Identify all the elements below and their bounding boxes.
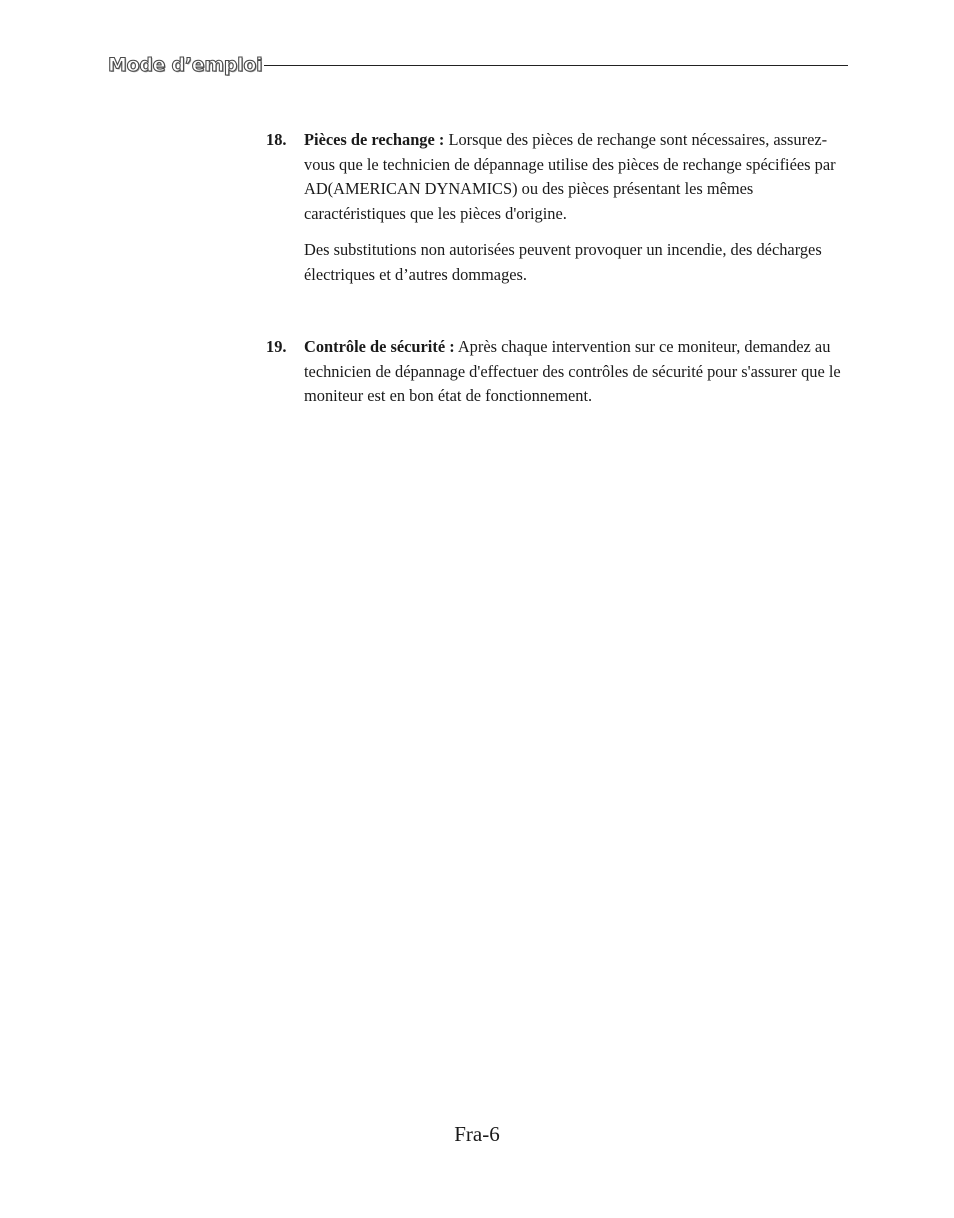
item-paragraph <box>304 335 846 409</box>
item-number: 18. <box>266 130 287 149</box>
page-header <box>108 52 848 78</box>
item-text: Après chaque intervention sur ce moniteur, demandez au technicien de dépannage d'effectuer des contrôles de sécurité pour s'assurer que le moniteur est en bon état de fonctionnement. <box>304 337 841 405</box>
header-rule <box>264 65 848 66</box>
item-text: Lorsque des pièces de rechange sont nécessaires, assurez-vous que le technicien de dépannage utilise des pièces de rechange spécifiées par AD(AMERICAN DYNAMICS) ou des pièces présentant les mêmes caractéristiques que les pièces d'origine. <box>304 130 836 223</box>
page-number: Fra-6 <box>454 1122 500 1146</box>
list-item-19 <box>266 335 846 409</box>
header-title: Mode d’emploi <box>108 53 263 76</box>
list-item-18 <box>266 128 846 287</box>
item-title: Pièces de rechange : <box>304 130 445 149</box>
item-extra-paragraph: Des substitutions non autorisées peuvent provoquer un incendie, des décharges électriques et d’autres dommages. <box>304 240 822 284</box>
page-content <box>266 128 846 409</box>
item-number: 19. <box>266 337 287 356</box>
item-paragraph <box>304 128 846 226</box>
item-title: Contrôle de sécurité : <box>304 337 455 356</box>
